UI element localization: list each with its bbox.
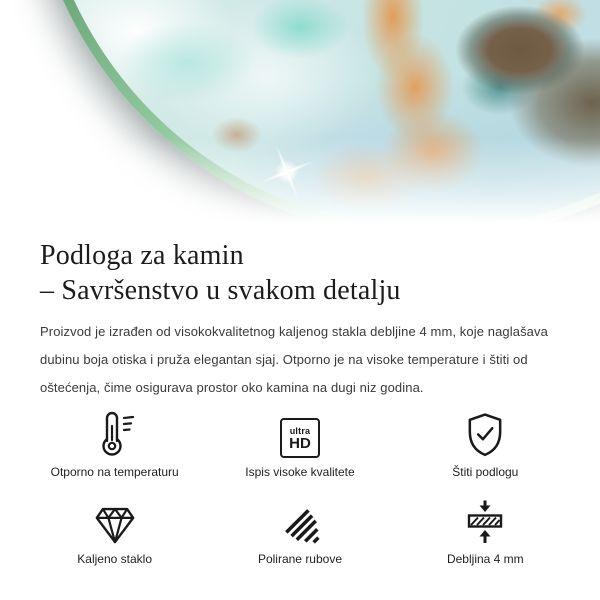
shield-check-icon bbox=[464, 408, 506, 458]
feature-label: Polirane rubove bbox=[257, 552, 343, 566]
product-description: Proizvod je izrađen od visokokvalitetnog kaljenog stakla debljine 4 mm, koje naglašava dubinu boja otiska i pruža elegantan sjaj. Otporno je na visoke temperature i štiti od oštećenja, čime osigurava prostor oko kamina na dugi niz godina. bbox=[40, 324, 548, 395]
page-title-line1: Podloga za kamin bbox=[40, 240, 244, 271]
page-title-line2: – Savršenstvo u svakom detalju bbox=[40, 275, 401, 306]
product-info-section bbox=[0, 238, 600, 402]
diamond-icon bbox=[93, 495, 137, 545]
page-title bbox=[40, 238, 560, 308]
feature-polished-edges bbox=[207, 495, 392, 566]
feature-grid bbox=[0, 408, 600, 566]
ultra-hd-icon bbox=[280, 408, 320, 458]
feature-label: Ispis visoke kvalitete bbox=[245, 465, 355, 479]
feature-label: Štiti podlogu bbox=[452, 465, 519, 479]
feature-protection bbox=[393, 408, 578, 479]
feature-print-quality bbox=[207, 408, 392, 479]
feature-temperature bbox=[22, 408, 207, 479]
photo-bottom-fade bbox=[0, 138, 600, 232]
feature-label: Kaljeno staklo bbox=[77, 552, 153, 566]
product-photo bbox=[0, 0, 600, 232]
feature-thickness bbox=[393, 495, 578, 566]
thermometer-icon bbox=[92, 408, 138, 458]
feature-label: Otporno na temperaturu bbox=[50, 465, 179, 479]
polished-edges-icon bbox=[279, 495, 321, 545]
feature-label: Debljina 4 mm bbox=[446, 552, 524, 566]
feature-tempered-glass bbox=[22, 495, 207, 566]
thickness-icon bbox=[465, 495, 505, 545]
ultra-hd-text-top: ultra bbox=[289, 425, 311, 436]
ultra-hd-text-bottom: HD bbox=[289, 434, 311, 452]
